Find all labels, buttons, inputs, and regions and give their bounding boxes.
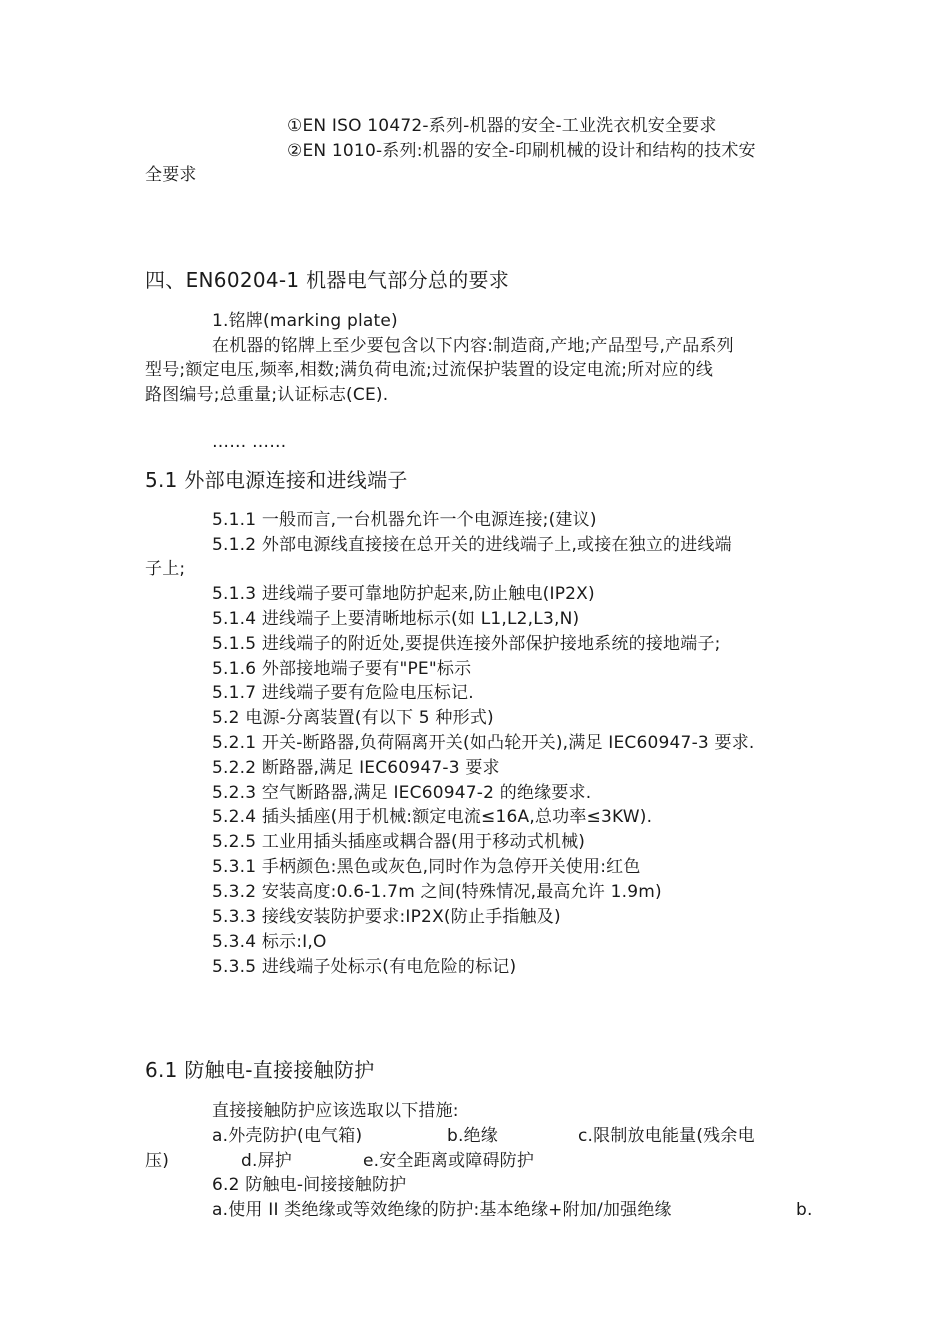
section-4-heading: 四、EN60204-1 机器电气部分总的要求	[145, 268, 510, 292]
clause-line: 子上;	[145, 559, 186, 579]
section-6-2-heading: 6.2 防触电-间接接触防护	[212, 1175, 407, 1195]
indirect-option-a: a.使用 II 类绝缘或等效绝缘的防护:基本绝缘+附加/加强绝缘	[212, 1200, 672, 1220]
clause-line: 5.2.1 开关-断路器,负荷隔离开关(如凸轮开关),满足 IEC60947-3 要求.	[212, 733, 755, 753]
direct-contact-intro: 直接接触防护应该选取以下措施:	[212, 1101, 459, 1121]
clause-line: 5.2.2 断路器,满足 IEC60947-3 要求	[212, 758, 500, 778]
clause-line: 5.2.5 工业用插头插座或耦合器(用于移动式机械)	[212, 832, 586, 852]
clause-line: 5.3.1 手柄颜色:黑色或灰色,同时作为急停开关使用:红色	[212, 857, 641, 877]
clause-line: 5.1.5 进线端子的附近处,要提供连接外部保护接地系统的接地端子;	[212, 634, 721, 654]
clause-line: 5.1.1 一般而言,一台机器允许一个电源连接;(建议)	[212, 510, 597, 530]
clause-line: 5.3.2 安装高度:0.6-1.7m 之间(特殊情况,最高允许 1.9m)	[212, 882, 662, 902]
option-b: b.绝缘	[447, 1126, 498, 1146]
clause-line: 5.1.6 外部接地端子要有"PE"标示	[212, 659, 472, 679]
ellipsis: …… ……	[212, 432, 287, 452]
option-c-cont: 压)	[145, 1151, 170, 1171]
option-c: c.限制放电能量(残余电	[578, 1126, 755, 1146]
section-6-1-heading: 6.1 防触电-直接接触防护	[145, 1058, 375, 1082]
clause-line: 5.1.4 进线端子上要清晰地标示(如 L1,L2,L3,N)	[212, 609, 580, 629]
clause-line: 5.3.4 标示:I,O	[212, 932, 327, 952]
nameplate-paragraph-line-3: 路图编号;总重量;认证标志(CE).	[145, 385, 389, 405]
clause-line: 5.3.3 接线安装防护要求:IP2X(防止手指触及)	[212, 907, 561, 927]
nameplate-title: 1.铭牌(marking plate)	[212, 311, 398, 331]
clause-line: 5.1.7 进线端子要有危险电压标记.	[212, 683, 474, 703]
section-5-1-heading: 5.1 外部电源连接和进线端子	[145, 468, 408, 492]
clause-line: 5.1.3 进线端子要可靠地防护起来,防止触电(IP2X)	[212, 584, 595, 604]
option-d: d.屏护	[241, 1151, 292, 1171]
standard-item-2: ②EN 1010-系列:机器的安全-印刷机械的设计和结构的技术安	[287, 141, 756, 161]
clause-line: 5.2 电源-分离装置(有以下 5 种形式)	[212, 708, 494, 728]
clause-line: 5.2.4 插头插座(用于机械:额定电流≤16A,总功率≤3KW).	[212, 807, 653, 827]
standard-item-2-cont: 全要求	[145, 165, 197, 185]
nameplate-paragraph-line-2: 型号;额定电压,频率,相数;满负荷电流;过流保护装置的设定电流;所对应的线	[145, 360, 714, 380]
option-e: e.安全距离或障碍防护	[363, 1151, 535, 1171]
indirect-option-b: b.	[796, 1200, 813, 1220]
standard-item-1: ①EN ISO 10472-系列-机器的安全-工业洗衣机安全要求	[287, 116, 717, 136]
option-a: a.外壳防护(电气箱)	[212, 1126, 363, 1146]
clause-line: 5.3.5 进线端子处标示(有电危险的标记)	[212, 957, 517, 977]
nameplate-paragraph-line-1: 在机器的铭牌上至少要包含以下内容:制造商,产地;产品型号,产品系列	[212, 336, 734, 356]
clause-line: 5.2.3 空气断路器,满足 IEC60947-2 的绝缘要求.	[212, 783, 592, 803]
clause-line: 5.1.2 外部电源线直接接在总开关的进线端子上,或接在独立的进线端	[212, 535, 732, 555]
